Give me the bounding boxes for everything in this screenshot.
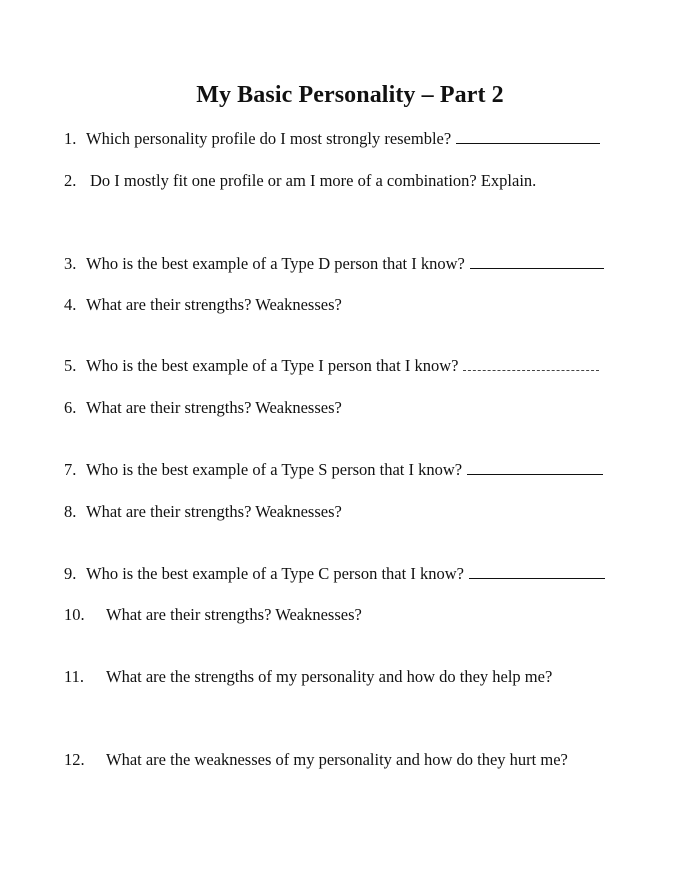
question-9 [64,564,605,584]
question-text: Which personality profile do I most strongly resemble? [86,129,452,148]
question-text: Who is the best example of a Type C person that I know? [86,564,464,583]
question-text: Who is the best example of a Type S person that I know? [86,460,463,479]
answer-blank[interactable] [456,129,600,144]
answer-blank[interactable] [463,356,599,371]
question-number: 6. [64,398,77,417]
question-number: 2. [64,171,77,190]
question-text: Do I mostly fit one profile or am I more of a combination? Explain. [90,171,537,190]
question-number: 8. [64,502,77,521]
question-text: Who is the best example of a Type D person that I know? [86,254,465,273]
question-number: 11. [64,667,85,686]
question-text: What are their strengths? Weaknesses? [86,502,342,521]
question-text: What are their strengths? Weaknesses? [106,605,362,624]
question-number: 3. [64,254,77,273]
question-6 [64,398,342,418]
question-number: 9. [64,564,77,583]
question-text: What are the strengths of my personality and how do they help me? [106,667,553,686]
page-title: My Basic Personality – Part 2 [196,82,504,108]
question-10 [64,605,362,625]
question-5 [64,356,599,376]
question-1 [64,129,600,149]
question-number: 1. [64,129,77,148]
question-11 [64,667,552,687]
question-text: What are the weaknesses of my personality and how do they hurt me? [106,750,568,769]
question-7 [64,460,603,480]
question-8 [64,502,342,522]
question-4 [64,295,342,315]
question-text: What are their strengths? Weaknesses? [86,295,342,314]
question-3 [64,254,604,274]
question-text: What are their strengths? Weaknesses? [86,398,342,417]
question-text: Who is the best example of a Type I person that I know? [86,356,459,375]
question-12 [64,750,568,770]
question-number: 7. [64,460,77,479]
question-2 [64,171,536,191]
answer-blank[interactable] [470,254,604,269]
answer-blank[interactable] [467,460,603,475]
question-number: 10. [64,605,85,624]
question-number: 12. [64,750,85,769]
question-number: 4. [64,295,77,314]
question-number: 5. [64,356,77,375]
answer-blank[interactable] [469,564,605,579]
